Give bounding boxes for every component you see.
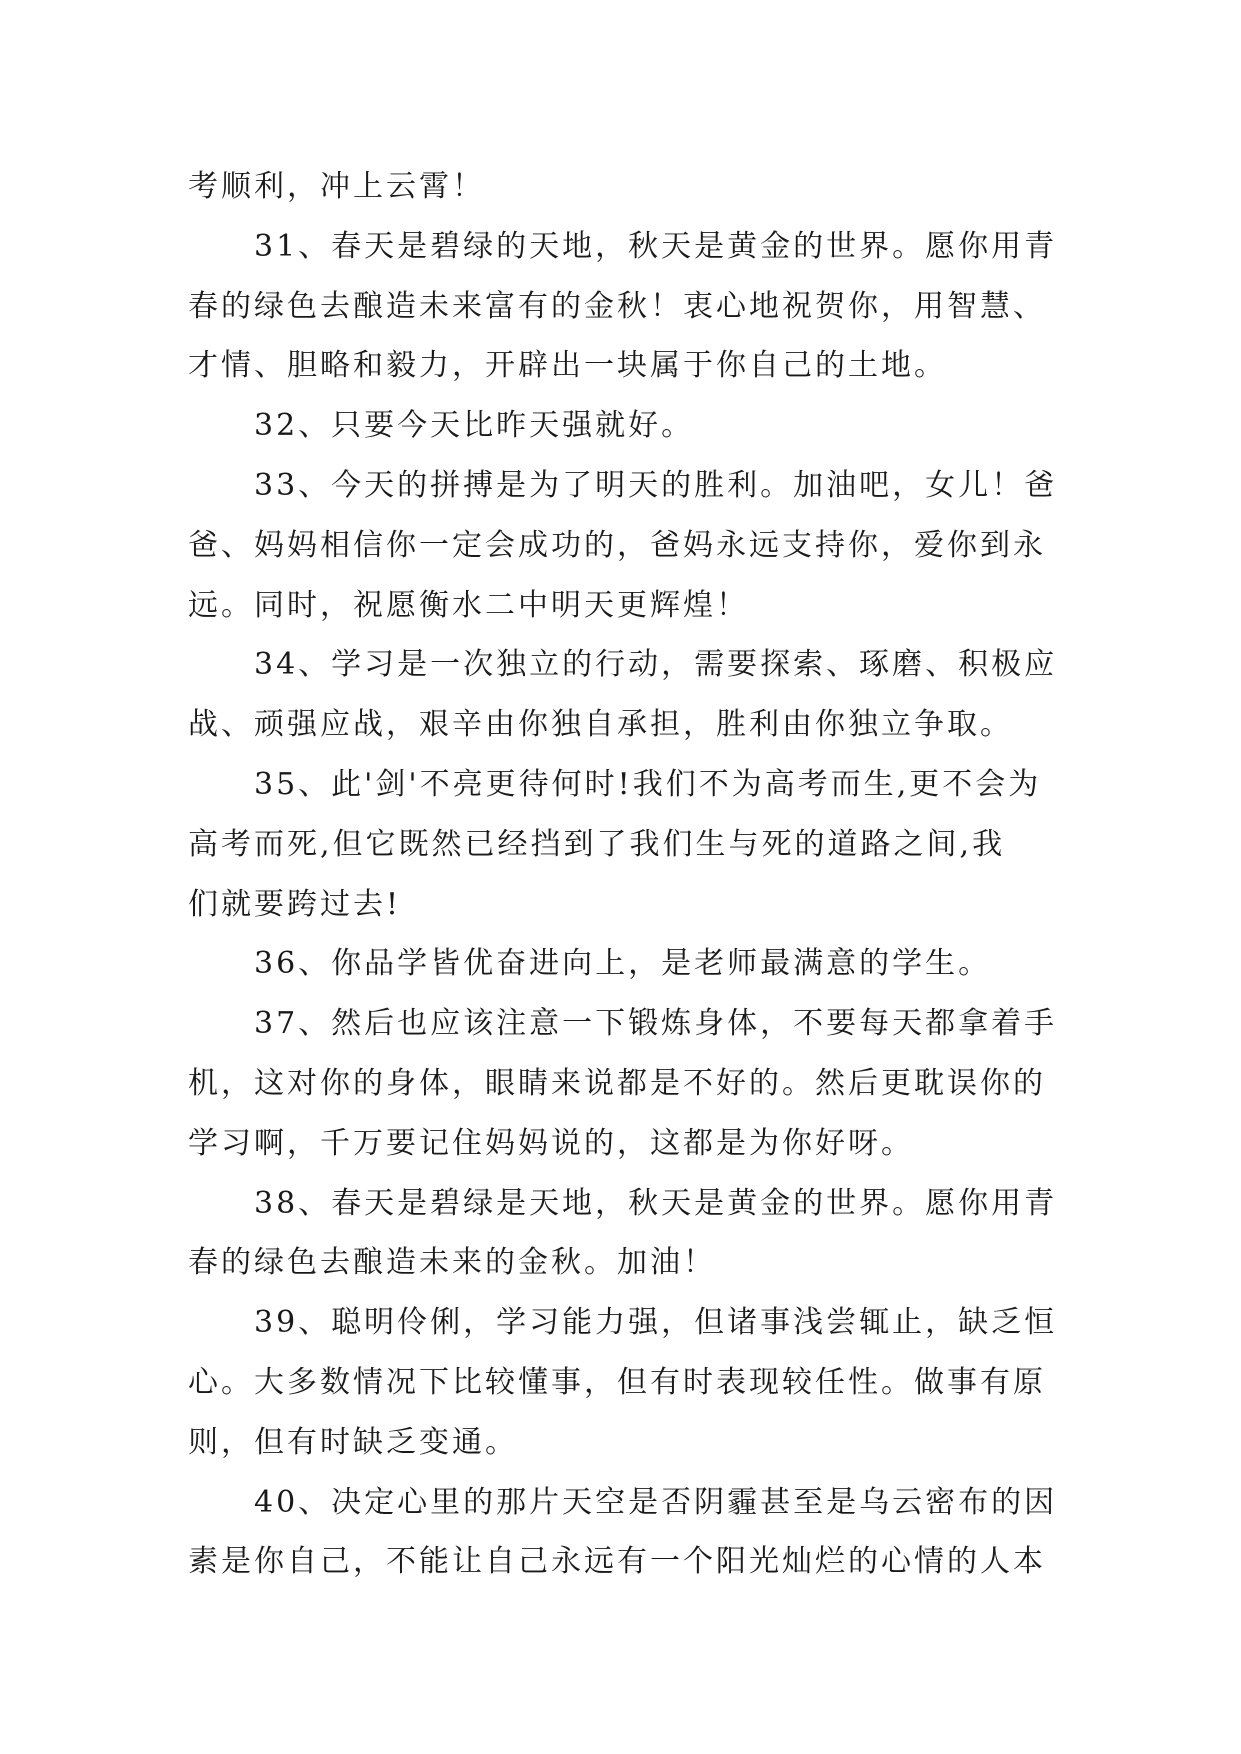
text-line: 们就要跨过去! <box>188 886 402 922</box>
text-line: 32、只要今天比昨天强就好。 <box>254 408 695 444</box>
paragraph-33 <box>188 456 1068 635</box>
paragraph-31 <box>188 217 1068 396</box>
paragraph-35 <box>188 755 1068 934</box>
text-line: 39、聪明伶俐，学习能力强，但诸事浅尝辄止，缺乏恒 <box>254 1305 1058 1341</box>
paragraph-36 <box>188 934 1068 994</box>
text-line: 爸、妈妈相信你一定会成功的，爸妈永远支持你，爱你到永 <box>188 527 1046 563</box>
paragraph-40 <box>188 1473 1068 1593</box>
text-line: 战、顽强应战，艰辛由你独自承担，胜利由你独立争取。 <box>188 707 1013 743</box>
paragraph <box>188 157 1068 217</box>
text-line: 素是你自己，不能让自己永远有一个阳光灿烂的心情的人本 <box>188 1544 1046 1580</box>
text-line: 心。大多数情况下比较懂事，但有时表现较任性。做事有原 <box>188 1364 1046 1400</box>
document-body <box>188 157 1068 1592</box>
text-line: 38、春天是碧绿是天地，秋天是黄金的世界。愿你用青 <box>254 1185 1058 1221</box>
text-line: 则，但有时缺乏变通。 <box>188 1424 518 1460</box>
paragraph-38 <box>188 1174 1068 1294</box>
paragraph-34 <box>188 635 1068 755</box>
text-line: 机，这对你的身体，眼睛来说都是不好的。然后更耽误你的 <box>188 1065 1046 1101</box>
paragraph-39 <box>188 1293 1068 1472</box>
text-line: 34、学习是一次独立的行动，需要探索、琢磨、积极应 <box>254 647 1058 683</box>
text-line: 36、你品学皆优奋进向上，是老师最满意的学生。 <box>254 946 992 982</box>
text-line: 学习啊，千万要记住妈妈说的，这都是为你好呀。 <box>188 1125 914 1161</box>
text-line: 31、春天是碧绿的天地，秋天是黄金的世界。愿你用青 <box>254 228 1058 264</box>
text-line: 高考而死,但它既然已经挡到了我们生与死的道路之间,我 <box>188 826 1006 862</box>
text-line: 35、此'剑'不亮更待何时!我们不为高考而生,更不会为 <box>254 766 1042 802</box>
text-line: 考顺利，冲上云霄！ <box>188 169 485 204</box>
text-line: 春的绿色去酿造未来的金秋。加油！ <box>188 1245 716 1281</box>
text-line: 40、决定心里的那片天空是否阴霾甚至是乌云密布的因 <box>254 1484 1058 1520</box>
text-line: 37、然后也应该注意一下锻炼身体，不要每天都拿着手 <box>254 1006 1058 1042</box>
text-line: 33、今天的拼搏是为了明天的胜利。加油吧，女儿！爸 <box>254 467 1058 503</box>
text-line: 春的绿色去酿造未来富有的金秋！衷心地祝贺你，用智慧、 <box>188 288 1046 324</box>
text-line: 才情、胆略和毅力，开辟出一块属于你自己的土地。 <box>188 348 947 384</box>
paragraph-37 <box>188 994 1068 1173</box>
text-line: 远。同时，祝愿衡水二中明天更辉煌！ <box>188 587 749 623</box>
paragraph-32 <box>188 396 1068 456</box>
